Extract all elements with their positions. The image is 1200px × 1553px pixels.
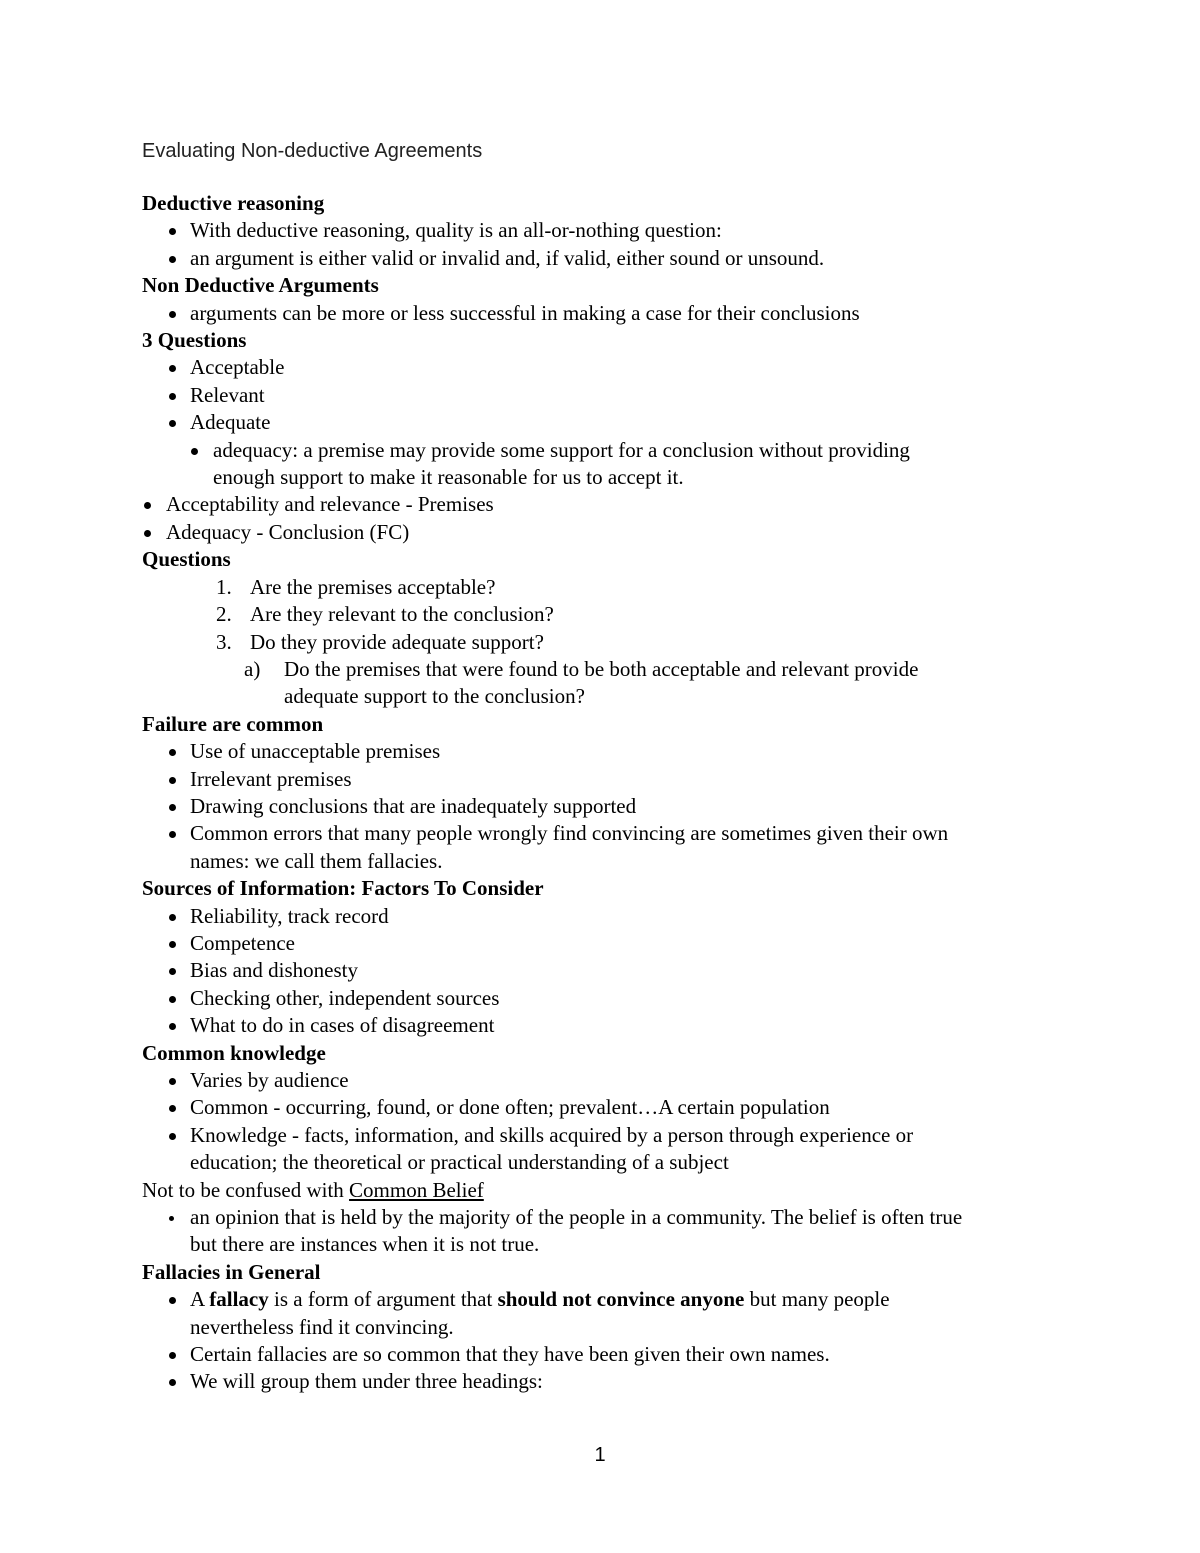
bullet-icon — [191, 448, 198, 455]
list-item-continuation: but there are instances when it is not true. — [190, 1232, 540, 1257]
list-item: Common errors that many people wrongly find convincing are sometimes given their own — [142, 820, 1082, 847]
list-item: Use of unacceptable premises — [142, 738, 1082, 765]
bullet-icon — [144, 530, 151, 537]
bullet-icon — [169, 1105, 176, 1112]
list-item-continuation: nevertheless find it convincing. — [190, 1314, 454, 1339]
bullet-icon — [169, 777, 176, 784]
document-title: Evaluating Non-deductive Agreements — [142, 140, 483, 162]
list-item: Drawing conclusions that are inadequately supported — [142, 793, 1082, 820]
section-heading: Questions — [142, 547, 231, 572]
lettered-item-continuation: adequate support to the conclusion? — [284, 684, 585, 709]
section-heading: Sources of Information: Factors To Consider — [142, 876, 544, 901]
list-item: Adequate — [142, 409, 1082, 436]
bullet-icon — [169, 941, 176, 948]
list-item-continuation: names: we call them fallacies. — [190, 848, 443, 873]
bullet-icon — [169, 914, 176, 921]
bullet-icon — [169, 256, 176, 263]
bullet-icon — [144, 502, 151, 509]
section-heading: Common knowledge — [142, 1040, 326, 1065]
sub-list-item-continuation: enough support to make it reasonable for us to accept it. — [213, 465, 684, 490]
bullet-icon — [169, 1297, 176, 1304]
sub-list-item: adequacy: a premise may provide some support for a conclusion without providing — [142, 437, 1082, 464]
bullet-icon — [169, 968, 176, 975]
bullet-icon — [169, 1133, 176, 1140]
list-item: arguments can be more or less successful in making a case for their conclusions — [142, 300, 1082, 327]
section-heading: Non Deductive Arguments — [142, 273, 379, 298]
list-item: Acceptable — [142, 354, 1082, 381]
list-item: Irrelevant premises — [142, 766, 1082, 793]
list-item: Common - occurring, found, or done often; prevalent…A certain population — [142, 1094, 1082, 1121]
list-item: We will group them under three headings: — [142, 1368, 1082, 1395]
numbered-item: 1. Are the premises acceptable? — [216, 574, 496, 599]
bullet-icon — [169, 996, 176, 1003]
list-item: Varies by audience — [142, 1067, 1082, 1094]
list-item: Knowledge - facts, information, and skills acquired by a person through experience or — [142, 1122, 1082, 1149]
list-item: an argument is either valid or invalid and, if valid, either sound or unsound. — [142, 245, 1082, 272]
bullet-icon — [169, 393, 176, 400]
list-item: What to do in cases of disagreement — [142, 1012, 1082, 1039]
document-body — [142, 190, 1082, 1396]
section-heading: Failure are common — [142, 711, 324, 736]
page-number: 1 — [594, 1444, 606, 1466]
list-item: Competence — [142, 930, 1082, 957]
section-heading: 3 Questions — [142, 328, 247, 353]
bullet-icon — [169, 1023, 176, 1030]
list-item: Adequacy - Conclusion (FC) — [142, 519, 1082, 546]
list-item: Relevant — [142, 382, 1082, 409]
lettered-item: a) Do the premises that were found to be both acceptable and relevant provide — [244, 656, 919, 681]
bullet-icon — [169, 228, 176, 235]
note-line: Not to be confused with Common Belief — [142, 1177, 484, 1202]
bullet-icon — [169, 804, 176, 811]
bullet-icon — [169, 420, 176, 427]
bullet-icon — [169, 1352, 176, 1359]
list-item: Reliability, track record — [142, 903, 1082, 930]
list-item: With deductive reasoning, quality is an all-or-nothing question: — [142, 217, 1082, 244]
section-heading: Fallacies in General — [142, 1259, 321, 1284]
list-item: an opinion that is held by the majority of the people in a community. The belief is often true — [142, 1204, 1082, 1231]
bullet-icon — [169, 1379, 176, 1386]
list-item: A fallacy is a form of argument that should not convince anyone but many people — [142, 1286, 1082, 1313]
list-item: Checking other, independent sources — [142, 985, 1082, 1012]
bullet-icon — [169, 311, 176, 318]
section-heading: Deductive reasoning — [142, 191, 325, 215]
list-item: Certain fallacies are so common that they have been given their own names. — [142, 1341, 1082, 1368]
numbered-item: 3. Do they provide adequate support? — [216, 629, 544, 654]
list-item: Acceptability and relevance - Premises — [142, 491, 1082, 518]
list-item-continuation: education; the theoretical or practical understanding of a subject — [190, 1150, 729, 1175]
numbered-item: 2. Are they relevant to the conclusion? — [216, 602, 554, 627]
bullet-icon — [169, 1216, 174, 1221]
list-item: Bias and dishonesty — [142, 957, 1082, 984]
bullet-icon — [169, 1078, 176, 1085]
bullet-icon — [169, 365, 176, 372]
bullet-icon — [169, 831, 176, 838]
common-belief-term: Common Belief — [349, 1177, 484, 1202]
bullet-icon — [169, 749, 176, 756]
